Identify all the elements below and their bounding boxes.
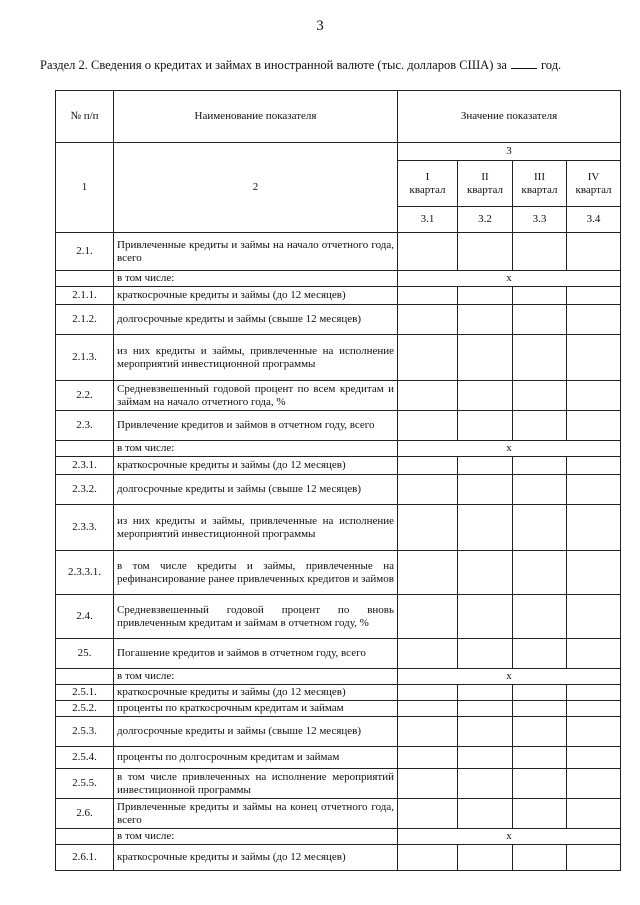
table-row bbox=[56, 799, 621, 829]
header-col1-number: 1 bbox=[56, 143, 114, 233]
row-name: в том числе: bbox=[114, 669, 398, 685]
row-number: 2.5.3. bbox=[56, 717, 114, 747]
value-cell-q1[interactable] bbox=[398, 845, 458, 871]
value-cell-q4[interactable] bbox=[567, 701, 621, 717]
value-cell-q4[interactable] bbox=[567, 475, 621, 505]
table-row bbox=[56, 845, 621, 871]
row-number: 2.3.3.1. bbox=[56, 551, 114, 595]
value-cell-q3[interactable] bbox=[513, 769, 567, 799]
value-cell-q3[interactable] bbox=[513, 595, 567, 639]
value-cell-q4[interactable] bbox=[567, 685, 621, 701]
value-cell-q2[interactable] bbox=[458, 639, 513, 669]
quarter-1: I квартал bbox=[398, 161, 458, 207]
value-cell-q2[interactable] bbox=[458, 381, 513, 411]
row-number: 2.3.1. bbox=[56, 457, 114, 475]
value-cell-q1[interactable] bbox=[398, 551, 458, 595]
value-cell-q3[interactable] bbox=[513, 335, 567, 381]
value-cell-q3[interactable] bbox=[513, 475, 567, 505]
value-cell-q3[interactable] bbox=[513, 747, 567, 769]
merged-value-cell: х bbox=[398, 271, 621, 287]
table-row bbox=[56, 769, 621, 799]
value-cell-q3[interactable] bbox=[513, 717, 567, 747]
value-cell-q1[interactable] bbox=[398, 717, 458, 747]
table-row bbox=[56, 747, 621, 769]
table-row bbox=[56, 475, 621, 505]
row-number: 2.6.1. bbox=[56, 845, 114, 871]
value-cell-q3[interactable] bbox=[513, 381, 567, 411]
value-cell-q1[interactable] bbox=[398, 381, 458, 411]
value-cell-q2[interactable] bbox=[458, 685, 513, 701]
row-name: из них кредиты и займы, привлеченные на исполнение мероприятий инвестиционной программы bbox=[114, 335, 398, 381]
header-num: № п/п bbox=[56, 91, 114, 143]
row-name: в том числе: bbox=[114, 271, 398, 287]
value-cell-q1[interactable] bbox=[398, 505, 458, 551]
table-row bbox=[56, 551, 621, 595]
quarter-code-3: 3.3 bbox=[513, 207, 567, 233]
value-cell-q4[interactable] bbox=[567, 305, 621, 335]
table-row bbox=[56, 233, 621, 271]
row-name: краткосрочные кредиты и займы (до 12 месяцев) bbox=[114, 685, 398, 701]
value-cell-q4[interactable] bbox=[567, 335, 621, 381]
row-name: краткосрочные кредиты и займы (до 12 месяцев) bbox=[114, 287, 398, 305]
value-cell-q3[interactable] bbox=[513, 457, 567, 475]
value-cell-q2[interactable] bbox=[458, 747, 513, 769]
value-cell-q1[interactable] bbox=[398, 287, 458, 305]
value-cell-q1[interactable] bbox=[398, 701, 458, 717]
row-name: краткосрочные кредиты и займы (до 12 месяцев) bbox=[114, 845, 398, 871]
row-number: 2.5.1. bbox=[56, 685, 114, 701]
quarter-3: III квартал bbox=[513, 161, 567, 207]
row-number: 25. bbox=[56, 639, 114, 669]
merged-value-cell: х bbox=[398, 669, 621, 685]
value-cell-q4[interactable] bbox=[567, 287, 621, 305]
header-col3-row bbox=[56, 143, 621, 161]
table-row bbox=[56, 701, 621, 717]
value-cell-q3[interactable] bbox=[513, 551, 567, 595]
table-row bbox=[56, 505, 621, 551]
row-name: краткосрочные кредиты и займы (до 12 месяцев) bbox=[114, 457, 398, 475]
table-row bbox=[56, 457, 621, 475]
value-cell-q4[interactable] bbox=[567, 505, 621, 551]
value-cell-q2[interactable] bbox=[458, 475, 513, 505]
value-cell-q3[interactable] bbox=[513, 411, 567, 441]
value-cell-q4[interactable] bbox=[567, 799, 621, 829]
row-name: Привлечение кредитов и займов в отчетном году, всего bbox=[114, 411, 398, 441]
value-cell-q2[interactable] bbox=[458, 233, 513, 271]
header-row bbox=[56, 91, 621, 143]
row-name: в том числе кредиты и займы, привлеченные на рефинансирование ранее привлеченных кредитов и займов bbox=[114, 551, 398, 595]
value-cell-q1[interactable] bbox=[398, 769, 458, 799]
row-number: 2.1. bbox=[56, 233, 114, 271]
row-number: 2.5.2. bbox=[56, 701, 114, 717]
table-row bbox=[56, 669, 621, 685]
value-cell-q4[interactable] bbox=[567, 845, 621, 871]
row-name: проценты по краткосрочным кредитам и займам bbox=[114, 701, 398, 717]
row-number: 2.5.4. bbox=[56, 747, 114, 769]
table-row bbox=[56, 335, 621, 381]
quarter-code-2: 3.2 bbox=[458, 207, 513, 233]
row-name: долгосрочные кредиты и займы (свыше 12 месяцев) bbox=[114, 305, 398, 335]
row-number: 2.3.2. bbox=[56, 475, 114, 505]
row-name: в том числе привлеченных на исполнение мероприятий инвестиционной программы bbox=[114, 769, 398, 799]
row-name: проценты по долгосрочным кредитам и займам bbox=[114, 747, 398, 769]
loans-table bbox=[55, 90, 621, 871]
row-number bbox=[56, 829, 114, 845]
value-cell-q1[interactable] bbox=[398, 595, 458, 639]
row-number: 2.5.5. bbox=[56, 769, 114, 799]
value-cell-q2[interactable] bbox=[458, 551, 513, 595]
value-cell-q1[interactable] bbox=[398, 335, 458, 381]
table-row bbox=[56, 441, 621, 457]
value-cell-q1[interactable] bbox=[398, 685, 458, 701]
table-row bbox=[56, 829, 621, 845]
row-number: 2.2. bbox=[56, 381, 114, 411]
table-row bbox=[56, 271, 621, 287]
value-cell-q1[interactable] bbox=[398, 457, 458, 475]
value-cell-q4[interactable] bbox=[567, 747, 621, 769]
value-cell-q3[interactable] bbox=[513, 233, 567, 271]
caption-suffix: год. bbox=[540, 58, 562, 72]
row-number: 2.1.2. bbox=[56, 305, 114, 335]
row-number: 2.1.3. bbox=[56, 335, 114, 381]
value-cell-q3[interactable] bbox=[513, 845, 567, 871]
row-number: 2.4. bbox=[56, 595, 114, 639]
value-cell-q2[interactable] bbox=[458, 335, 513, 381]
value-cell-q4[interactable] bbox=[567, 595, 621, 639]
value-cell-q3[interactable] bbox=[513, 799, 567, 829]
section-caption bbox=[40, 58, 600, 73]
row-number: 2.3. bbox=[56, 411, 114, 441]
row-name: Средневзвешенный годовой процент по всем кредитам и займам на начало отчетного года, % bbox=[114, 381, 398, 411]
value-cell-q1[interactable] bbox=[398, 799, 458, 829]
value-cell-q1[interactable] bbox=[398, 411, 458, 441]
value-cell-q4[interactable] bbox=[567, 551, 621, 595]
row-name: долгосрочные кредиты и займы (свыше 12 месяцев) bbox=[114, 717, 398, 747]
merged-value-cell: х bbox=[398, 441, 621, 457]
value-cell-q3[interactable] bbox=[513, 505, 567, 551]
caption-prefix: Раздел 2. Сведения о кредитах и займах в иностранной валюте (тыс. долларов США) за bbox=[40, 58, 507, 72]
page-number: 3 bbox=[316, 18, 324, 34]
value-cell-q2[interactable] bbox=[458, 701, 513, 717]
header-col3-number: 3 bbox=[398, 143, 621, 161]
value-cell-q2[interactable] bbox=[458, 505, 513, 551]
row-number: 2.6. bbox=[56, 799, 114, 829]
merged-value-cell: х bbox=[398, 829, 621, 845]
row-name: Привлеченные кредиты и займы на начало отчетного года, всего bbox=[114, 233, 398, 271]
value-cell-q4[interactable] bbox=[567, 233, 621, 271]
table-row bbox=[56, 411, 621, 441]
value-cell-q2[interactable] bbox=[458, 411, 513, 441]
value-cell-q2[interactable] bbox=[458, 305, 513, 335]
table-row bbox=[56, 717, 621, 747]
value-cell-q3[interactable] bbox=[513, 305, 567, 335]
table-row bbox=[56, 381, 621, 411]
table-row bbox=[56, 595, 621, 639]
header-name: Наименование показателя bbox=[114, 91, 398, 143]
value-cell-q4[interactable] bbox=[567, 411, 621, 441]
table-row bbox=[56, 685, 621, 701]
row-number: 2.1.1. bbox=[56, 287, 114, 305]
value-cell-q4[interactable] bbox=[567, 769, 621, 799]
value-cell-q4[interactable] bbox=[567, 381, 621, 411]
value-cell-q4[interactable] bbox=[567, 717, 621, 747]
value-cell-q2[interactable] bbox=[458, 457, 513, 475]
table-row bbox=[56, 305, 621, 335]
quarter-code-1: 3.1 bbox=[398, 207, 458, 233]
value-cell-q2[interactable] bbox=[458, 287, 513, 305]
quarter-4: IV квартал bbox=[567, 161, 621, 207]
row-number: 2.3.3. bbox=[56, 505, 114, 551]
value-cell-q2[interactable] bbox=[458, 769, 513, 799]
row-name: Средневзвешенный годовой процент по вновь привлеченным кредитам и займам в отчетном году, % bbox=[114, 595, 398, 639]
value-cell-q3[interactable] bbox=[513, 701, 567, 717]
value-cell-q1[interactable] bbox=[398, 747, 458, 769]
value-cell-q2[interactable] bbox=[458, 595, 513, 639]
row-name: в том числе: bbox=[114, 441, 398, 457]
value-cell-q4[interactable] bbox=[567, 457, 621, 475]
row-name: Погашение кредитов и займов в отчетном году, всего bbox=[114, 639, 398, 669]
table-row bbox=[56, 287, 621, 305]
value-cell-q2[interactable] bbox=[458, 845, 513, 871]
value-cell-q1[interactable] bbox=[398, 305, 458, 335]
value-cell-q3[interactable] bbox=[513, 287, 567, 305]
header-col2-number: 2 bbox=[114, 143, 398, 233]
row-name: из них кредиты и займы, привлеченные на исполнение мероприятий инвестиционной программы bbox=[114, 505, 398, 551]
row-number bbox=[56, 441, 114, 457]
value-cell-q1[interactable] bbox=[398, 233, 458, 271]
row-name: Привлеченные кредиты и займы на конец отчетного года, всего bbox=[114, 799, 398, 829]
value-cell-q1[interactable] bbox=[398, 639, 458, 669]
row-name: в том числе: bbox=[114, 829, 398, 845]
value-cell-q3[interactable] bbox=[513, 685, 567, 701]
value-cell-q3[interactable] bbox=[513, 639, 567, 669]
header-value: Значение показателя bbox=[398, 91, 621, 143]
row-name: долгосрочные кредиты и займы (свыше 12 месяцев) bbox=[114, 475, 398, 505]
year-blank bbox=[511, 58, 537, 69]
value-cell-q2[interactable] bbox=[458, 717, 513, 747]
quarter-code-4: 3.4 bbox=[567, 207, 621, 233]
table-row bbox=[56, 639, 621, 669]
value-cell-q1[interactable] bbox=[398, 475, 458, 505]
row-number bbox=[56, 271, 114, 287]
value-cell-q4[interactable] bbox=[567, 639, 621, 669]
row-number bbox=[56, 669, 114, 685]
value-cell-q2[interactable] bbox=[458, 799, 513, 829]
quarter-2: II квартал bbox=[458, 161, 513, 207]
